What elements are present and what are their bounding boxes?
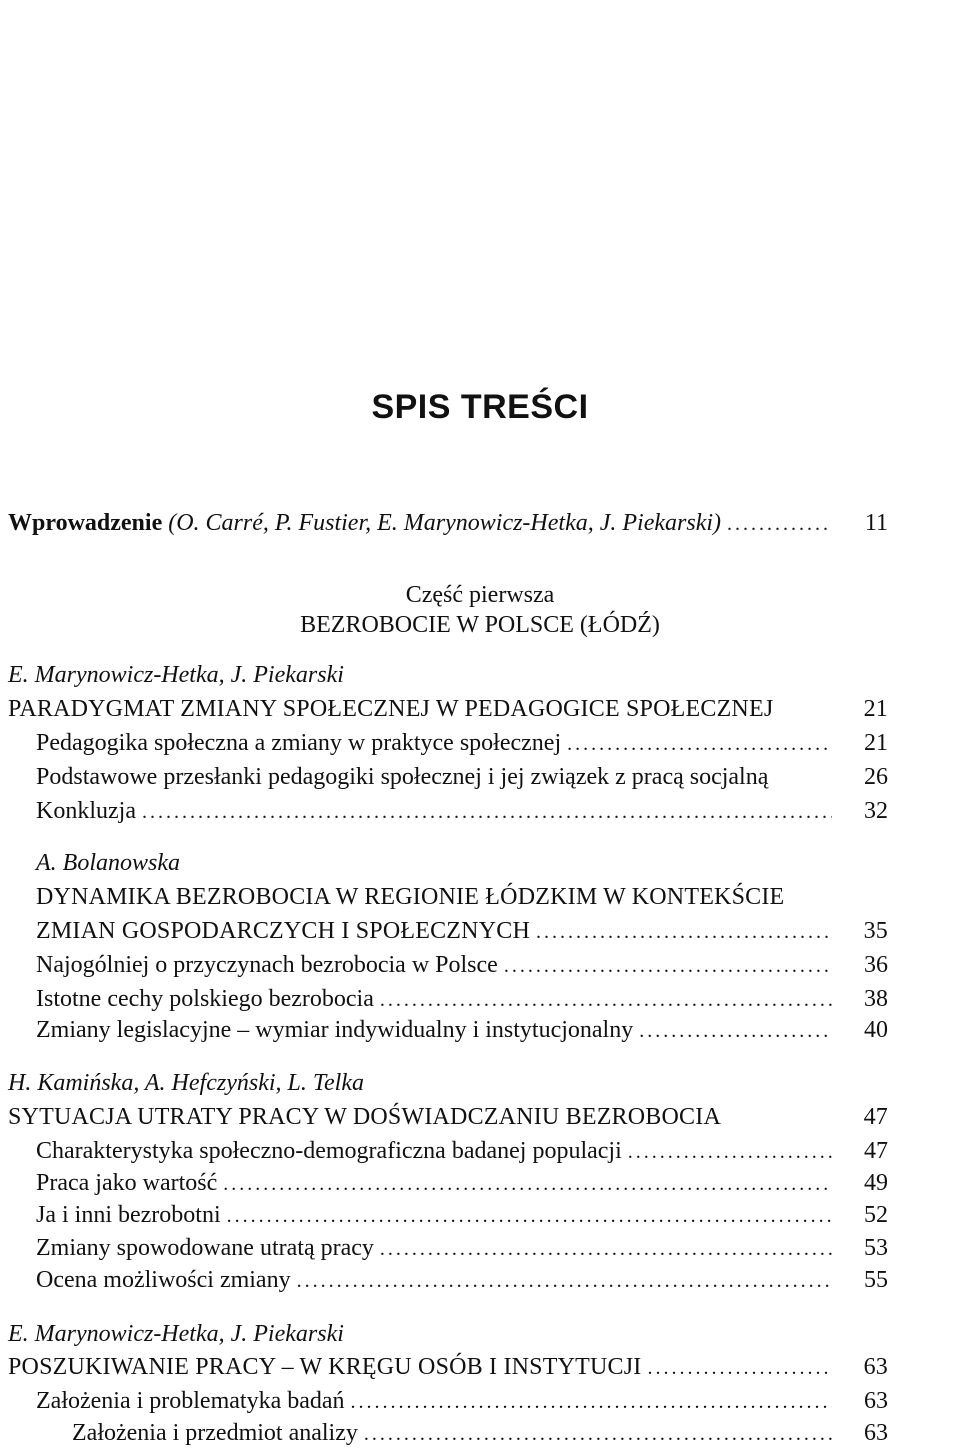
section-title: Charakterystyka społeczno-demograficzna badanej populacji [36, 1138, 622, 1164]
toc-entry-section[interactable] [36, 1166, 888, 1200]
chapter-title: PARADYGMAT ZMIANY SPOŁECZNEJ W PEDAGOGICE SPOŁECZNEJ [8, 696, 774, 722]
section-title: Ja i inni bezrobotni [36, 1202, 221, 1228]
leader-dots [227, 1198, 832, 1233]
leader-dots [380, 1231, 832, 1266]
toc-entry-intro[interactable] [8, 506, 888, 540]
leader-dots [380, 982, 832, 1017]
intro-authors: (O. Carré, P. Fustier, E. Marynowicz-Hetka, J. Piekarski) [168, 510, 722, 536]
toc-entry-section[interactable] [36, 794, 888, 828]
toc-entry-section[interactable] [36, 1198, 888, 1232]
leader-dots [504, 948, 832, 983]
toc-entry-section[interactable] [36, 1263, 888, 1297]
leader-dots [223, 1166, 832, 1201]
toc-entry-section[interactable] [36, 1231, 888, 1265]
toc-entry-subsection[interactable] [72, 1416, 888, 1450]
section-title: Zmiany spowodowane utratą pracy [36, 1235, 374, 1261]
chapter-authors: E. Marynowicz-Hetka, J. Piekarski [8, 1321, 344, 1347]
part-heading: Część pierwsza [405, 582, 555, 608]
toc-entry-section[interactable] [36, 1134, 888, 1168]
toc-entry-section[interactable] [36, 760, 888, 794]
page-number: 63 [863, 1354, 888, 1380]
page-number: 52 [864, 1202, 888, 1228]
leader-dots [142, 794, 832, 829]
chapter-title: ZMIAN GOSPODARCZYCH I SPOŁECZNYCH [36, 918, 530, 944]
toc-entry-section[interactable] [36, 1384, 888, 1418]
leader-dots [351, 1384, 832, 1419]
page-number: 53 [864, 1235, 888, 1261]
page-number: 36 [864, 952, 888, 978]
section-title: Konkluzja [36, 798, 136, 824]
page-number: 55 [864, 1267, 888, 1293]
section-title: Najogólniej o przyczynach bezrobocia w Polsce [36, 952, 498, 978]
toc-entry-section[interactable] [36, 1013, 888, 1047]
chapter-title: POSZUKIWANIE PRACY – W KRĘGU OSÓB I INSTYTUCJI [8, 1354, 642, 1380]
section-title: Założenia i problematyka badań [36, 1388, 345, 1414]
section-title: Pedagogika społeczna a zmiany w praktyce społecznej [36, 730, 562, 756]
section-title: Podstawowe przesłanki pedagogiki społecznej i jej związek z pracą socjalną [36, 764, 769, 790]
page-number: 40 [864, 1017, 888, 1043]
page-number: 35 [863, 918, 888, 944]
leader-dots [639, 1013, 832, 1048]
subsection-title: Założenia i przedmiot analizy [72, 1420, 358, 1446]
chapter-authors: A. Bolanowska [36, 850, 180, 876]
toc-entry-section[interactable] [36, 726, 888, 760]
page-number: 63 [864, 1388, 888, 1414]
toc-entry-section[interactable] [36, 982, 888, 1016]
part-title: BEZROBOCIE W POLSCE (ŁÓDŹ) [300, 612, 660, 638]
page-number: 21 [864, 730, 888, 756]
leader-dots [647, 1350, 832, 1385]
leader-dots [297, 1263, 832, 1298]
page-title: SPIS TREŚCI [371, 388, 589, 426]
chapter-authors: E. Marynowicz-Hetka, J. Piekarski [8, 662, 344, 688]
section-title: Istotne cechy polskiego bezrobocia [36, 986, 374, 1012]
page-number: 26 [864, 764, 888, 790]
page-number: 63 [864, 1420, 888, 1446]
page-number: 21 [863, 696, 888, 722]
toc-entry-chapter[interactable] [8, 1100, 888, 1134]
intro-label: Wprowadzenie [8, 510, 163, 536]
toc-entry-chapter[interactable] [8, 692, 888, 726]
leader-dots [364, 1416, 832, 1451]
chapter-authors: H. Kamińska, A. Hefczyński, L. Telka [8, 1070, 364, 1096]
toc-entry-section[interactable] [36, 948, 888, 982]
page-number: 32 [864, 798, 888, 824]
section-title: Ocena możliwości zmiany [36, 1267, 291, 1293]
leader-dots [567, 726, 832, 761]
toc-entry-chapter[interactable] [36, 914, 888, 948]
leader-dots [628, 1134, 832, 1169]
page-number: 11 [864, 510, 888, 536]
section-title: Praca jako wartość [36, 1170, 218, 1196]
page-number: 38 [864, 986, 888, 1012]
leader-dots [727, 506, 832, 541]
section-title: Zmiany legislacyjne – wymiar indywidualny i instytucjonalny [36, 1017, 634, 1043]
toc-entry-chapter[interactable] [8, 1350, 888, 1384]
chapter-title: DYNAMIKA BEZROBOCIA W REGIONIE ŁÓDZKIM W KONTEKŚCIE [36, 884, 785, 910]
page-number: 47 [864, 1138, 888, 1164]
page-number: 47 [863, 1104, 888, 1130]
leader-dots [536, 914, 832, 949]
chapter-title: SYTUACJA UTRATY PRACY W DOŚWIADCZANIU BEZROBOCIA [8, 1104, 721, 1130]
page-number: 49 [864, 1170, 888, 1196]
